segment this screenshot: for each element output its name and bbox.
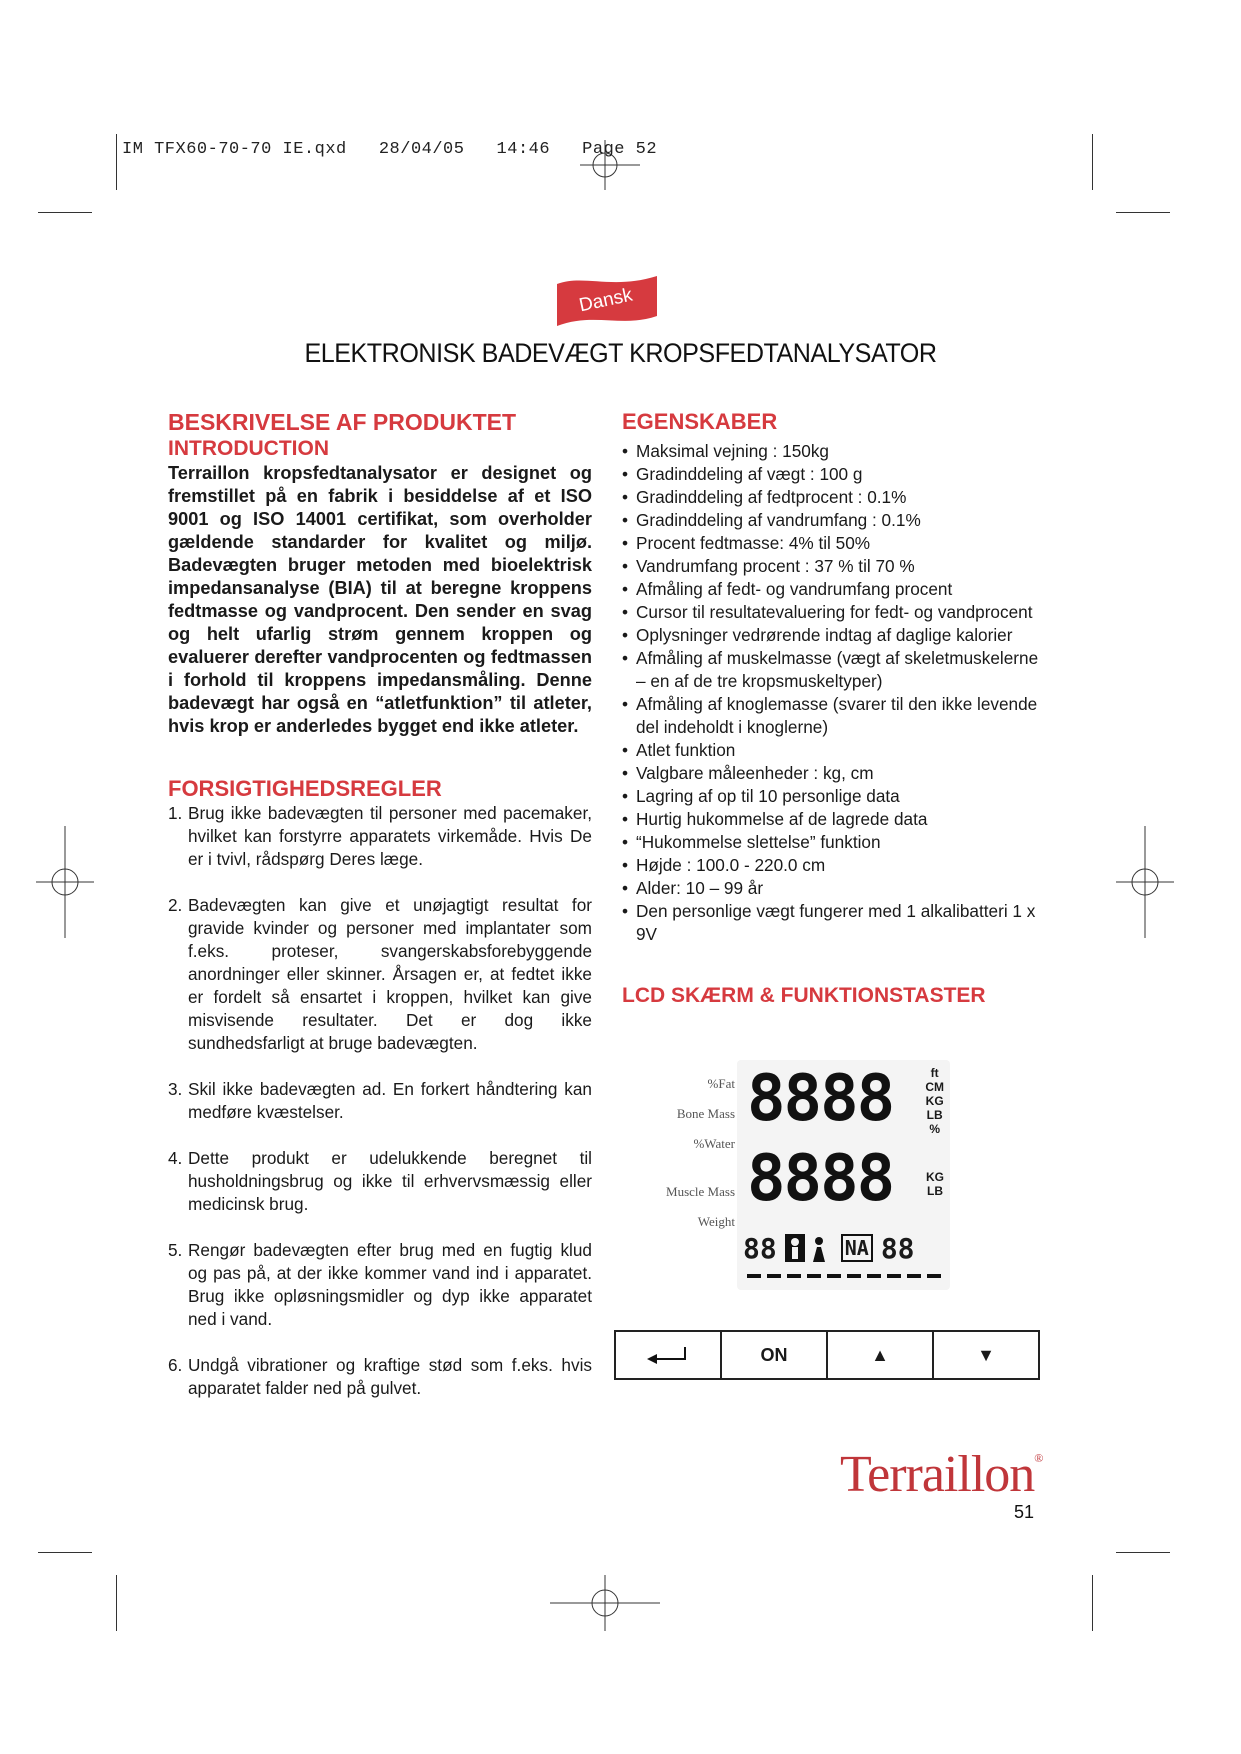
brand-name: Terraillon <box>840 1446 1035 1503</box>
lcd-top-digits: 8888 <box>747 1062 894 1136</box>
unit-lb: LB <box>926 1108 943 1122</box>
lcd-cursor-bar <box>747 1274 943 1278</box>
feature-item: • “Hukommelse slettelse” funktion <box>622 831 1046 854</box>
feature-item: • Gradinddeling af vandrumfang : 0.1% <box>622 509 1046 532</box>
registered-mark: ® <box>1034 1451 1043 1465</box>
crop-mark <box>1116 212 1170 213</box>
lcd-status-row <box>743 1228 943 1268</box>
lcd-label-fat: %Fat <box>707 1076 735 1091</box>
precaution-text: Badevægten kan give et unøjagtigt resultat for gravide kvinder og personer med implantater som f.eks. proteser, svangerskabsforebyggende anordninger eller skinner. Årsagen er, at fedtet ikke er fordelt så ensartet i kroppen, hvilket kan give misvisende resultater. Det er dog ikke sundhedsfarligt at bruge badevægten. <box>188 895 592 1053</box>
intro-paragraph: Terraillon kropsfedtanalysator er designet og fremstillet på en fabrik i besiddelse af et ISO 9001 og ISO 14001 certifikat, som overholder gældende standarder for kvalitet og miljø. Badevægten bruger metoden med bioelektrisk impedansanalyse (BIA) til at beregne kroppens fedtmasse og vandprocent. Den sender en svag og helt ufarlig strøm gennem kroppen og evaluerer derefter vandprocenten og fedtmassen i forhold til kroppens impedansmåling. Denne badevægt har også en “atletfunktion” til atleter, hvis krop er anderledes bygget end ikke atleter. <box>168 463 592 736</box>
crop-mark <box>38 1552 92 1553</box>
lcd-bottom-digits: 8888 <box>747 1142 894 1216</box>
precaution-item <box>168 1239 592 1331</box>
enter-button[interactable] <box>616 1332 722 1378</box>
lcd-mode-box: NA <box>841 1234 873 1262</box>
lcd-memory-digits: 88 <box>880 1231 915 1265</box>
precaution-item <box>168 802 592 871</box>
feature-item: • Gradinddeling af fedtprocent : 0.1% <box>622 486 1046 509</box>
section-heading-features: EGENSKABER <box>622 409 778 434</box>
precaution-text: Rengør badevægten efter brug med en fugtig klud og pas på, at der ikke kommer vand ind i apparatet. Brug ikke opløsningsmidler og dyp ikke apparatet ned i vand. <box>188 1240 592 1329</box>
up-arrow-icon: ▲ <box>871 1344 889 1365</box>
precaution-text: Dette produkt er udelukkende beregnet til husholdningsbrug og ikke til erhvervsmæssig eller medicinsk brug. <box>188 1148 592 1214</box>
lcd-label-water: %Water <box>693 1136 735 1151</box>
feature-item: • Gradinddeling af vægt : 100 g <box>622 463 1046 486</box>
function-buttons <box>614 1330 1040 1380</box>
section-heading-lcd: LCD SKÆRM & FUNKTIONSTASTER <box>622 984 986 1007</box>
page-title: ELEKTRONISK BADEVÆGT KROPSFEDTANALYSATOR <box>304 338 937 368</box>
crop-mark <box>38 212 92 213</box>
lcd-label-bone-mass: Bone Mass <box>676 1106 735 1121</box>
slug-line: IM TFX60-70-70 IE.qxd 28/04/05 14:46 Page 52 <box>122 140 658 159</box>
features-list <box>622 440 1046 946</box>
lcd-user-digits: 88 <box>743 1231 777 1265</box>
feature-item: • Valgbare måleenheder : kg, cm <box>622 762 1046 785</box>
crop-mark <box>1116 1552 1170 1553</box>
up-arrow-button[interactable] <box>828 1332 934 1378</box>
lcd-label-weight: Weight <box>697 1214 735 1229</box>
feature-item: • Afmåling af fedt- og vandrumfang procent <box>622 578 1046 601</box>
precaution-number: 2. <box>168 895 183 915</box>
feature-item: • Vandrumfang procent : 37 % til 70 % <box>622 555 1046 578</box>
registration-mark-bottom <box>550 1575 660 1631</box>
down-arrow-icon: ▼ <box>977 1344 995 1365</box>
feature-item: • Alder: 10 – 99 år <box>622 877 1046 900</box>
precautions-list <box>168 802 592 1400</box>
enter-icon <box>645 1345 691 1365</box>
crop-mark <box>1092 134 1093 190</box>
feature-item: • Højde : 100.0 - 220.0 cm <box>622 854 1046 877</box>
left-column <box>168 408 592 1423</box>
lcd-top-units <box>925 1066 944 1136</box>
language-tab <box>553 272 663 337</box>
unit-ft: ft <box>930 1066 939 1080</box>
precaution-item <box>168 1078 592 1124</box>
lcd-bottom-units <box>926 1170 944 1198</box>
precaution-text: Undgå vibrationer og kraftige stød som f.eks. hvis apparatet falder ned på gulvet. <box>188 1355 592 1398</box>
precaution-item <box>168 1354 592 1400</box>
precaution-number: 4. <box>168 1148 183 1168</box>
precaution-number: 1. <box>168 803 183 823</box>
unit-cm: CM <box>925 1080 944 1094</box>
crop-mark <box>1092 1575 1093 1631</box>
precaution-item <box>168 1147 592 1216</box>
precaution-text: Brug ikke badevægten til personer med pacemaker, hvilket kan forstyrre apparatets virkemåde. Hvis De er i tvivl, rådspørg Deres læge. <box>188 803 592 869</box>
section-heading-description: BESKRIVELSE AF PRODUKTET <box>168 409 517 435</box>
feature-item: • Atlet funktion <box>622 739 1046 762</box>
feature-item: • Maksimal vejning : 150kg <box>622 440 1046 463</box>
right-column <box>622 408 1046 1008</box>
precaution-number: 3. <box>168 1079 183 1099</box>
registration-mark-left <box>36 826 94 938</box>
section-heading-introduction: INTRODUCTION <box>168 437 329 460</box>
lcd-label-muscle-mass: Muscle Mass <box>666 1184 735 1199</box>
unit-percent: % <box>929 1122 940 1136</box>
lcd-display-illustration <box>645 1060 950 1290</box>
brand-logo <box>840 1445 1042 1504</box>
feature-item: • Lagring af op til 10 personlige data <box>622 785 1046 808</box>
lcd-screen <box>737 1060 950 1290</box>
language-tab-label: Dansk <box>577 284 635 317</box>
precaution-item <box>168 894 592 1055</box>
feature-item: • Afmåling af muskelmasse (vægt af skeletmuskelerne – en af de tre kropsmuskeltyper) <box>622 647 1046 693</box>
registration-mark-right <box>1116 826 1174 938</box>
precaution-number: 6. <box>168 1355 183 1375</box>
feature-item: • Afmåling af knoglemasse (svarer til den ikke levende del indeholdt i knoglerne) <box>622 693 1046 739</box>
unit-lb: LB <box>927 1184 943 1198</box>
precaution-number: 5. <box>168 1240 183 1260</box>
precaution-text: Skil ikke badevægten ad. En forkert håndtering kan medføre kvæstelser. <box>188 1079 592 1122</box>
section-heading-precautions: FORSIGTIGHEDSREGLER <box>168 776 442 801</box>
on-button[interactable]: ON <box>722 1332 828 1378</box>
crop-mark <box>116 134 117 190</box>
feature-item: • Procent fedtmasse: 4% til 50% <box>622 532 1046 555</box>
page-number: 51 <box>1014 1502 1035 1522</box>
person-icons <box>785 1232 833 1264</box>
unit-kg: KG <box>926 1170 944 1184</box>
feature-item: • Oplysninger vedrørende indtag af daglige kalorier <box>622 624 1046 647</box>
feature-item: • Hurtig hukommelse af de lagrede data <box>622 808 1046 831</box>
feature-item: • Cursor til resultatevaluering for fedt- og vandprocent <box>622 601 1046 624</box>
unit-kg: KG <box>925 1094 944 1108</box>
feature-item: • Den personlige vægt fungerer med 1 alkalibatteri 1 x 9V <box>622 900 1046 946</box>
crop-mark <box>116 1575 117 1631</box>
down-arrow-button[interactable] <box>934 1332 1038 1378</box>
